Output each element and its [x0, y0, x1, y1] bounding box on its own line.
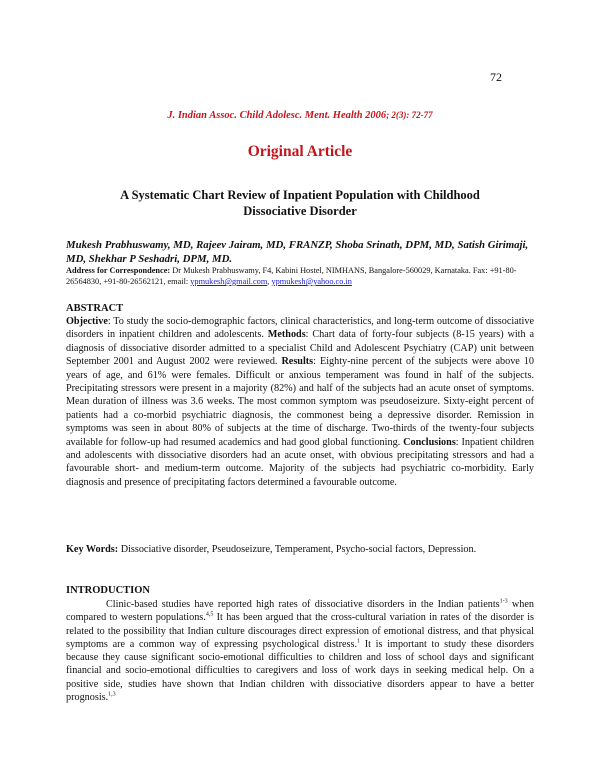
- methods-text: : Chart data of forty-four subjects (8-15 years) with a diagnosis of dissociative disorder admitted to a specialist Child and Adolescent Psychiatry (CAP) unit between September 2001 and August 2002 were reviewed.: [66, 329, 535, 368]
- intro-text-1: Clinic-based studies have reported high rates of dissociative disorders in the Indian patients: [106, 599, 500, 610]
- citation-ref: 1-3: [499, 598, 508, 605]
- keywords-label: Key Words:: [66, 544, 119, 555]
- author-list: Mukesh Prabhuswamy, MD, Rajeev Jairam, MD, FRANZP, Shoba Srinath, DPM, MD, Satish Girimaji, MD, Shekhar P Seshadri, DPM, MD.: [66, 239, 529, 265]
- email-separator: ,: [267, 277, 272, 286]
- journal-citation-volume: ; 2(3): 72-77: [386, 110, 433, 120]
- citation-ref: 1: [357, 638, 361, 645]
- results-text: : Eighty-nine percent of the subjects were above 10 years of age, and 61% were females. Difficult or anxious temperament was found in half of the subjects. Precipitating stressors were present in a majority (82%) and half of the subjects had an acute onset of symptoms. Mean duration of illness was 3.6 weeks. The most common symptom was pseudoseizure. Sixty-eight percent of patients had a co-morbid psychiatric diagnosis, the commonest being a depressive disorder. Remission in symptoms was seen in about 80% of subjects at the time of discharge. Two-thirds of the twenty-four subjects available for follow-up had resumed academics and had good global functioning.: [66, 356, 534, 448]
- email-link-yahoo[interactable]: ypmukesh@yahoo.co.in: [271, 277, 352, 286]
- intro-text-3: It has been argued that the cross-cultural variation in rates of the disorder is related to the possibility that Indian culture discourages direct expression of emotional distress, and that physical symptoms are a common way of expressing psychological distress.: [66, 612, 534, 650]
- methods-label: Methods: [267, 329, 306, 341]
- page-number: 72: [490, 70, 502, 84]
- introduction-paragraph: [66, 598, 534, 704]
- intro-text-4: It is important to study these disorders because they cause significant socio-emotional difficulties to children and loss of school days and significant financial and socio-emotional difficulties to caregivers and loss of work days in seeking medical help. On a positive side, studies have shown that Indian children with dissociative disorders appear to have a better prognosis.: [66, 638, 534, 704]
- correspondence-label: Address for Correspondence:: [66, 266, 171, 275]
- correspondence-address: [66, 265, 540, 287]
- abstract-heading: ABSTRACT: [66, 303, 124, 314]
- results-label: Results: [281, 356, 314, 368]
- introduction-heading: INTRODUCTION: [66, 585, 151, 596]
- keywords-text: Dissociative disorder, Pseudoseizure, Temperament, Psycho-social factors, Depression.: [118, 544, 477, 555]
- journal-citation-main: J. Indian Assoc. Child Adolesc. Ment. Health 2006: [167, 110, 387, 121]
- conclusions-text: : Inpatient children and adolescents with dissociative disorders had an acute onset, with obvious precipitating stressors and had a favourable short- and medium-term outcome. Majority of the subjects had psychiatric co-morbidity. Early diagnosis and presence of precipitating factors determined a favourable outcome.: [66, 436, 534, 488]
- abstract-body: [66, 315, 534, 489]
- intro-text-2: when compared to western populations.: [66, 599, 534, 624]
- objective-label: Objective: [66, 316, 108, 327]
- article-title: A Systematic Chart Review of Inpatient Population with Childhood Dissociative Disorder: [120, 188, 480, 218]
- keywords: [66, 543, 534, 556]
- citation-ref: 4,5: [205, 611, 214, 618]
- journal-citation: [0, 110, 600, 121]
- email-link-gmail[interactable]: ypmukesh@gmail.com: [190, 277, 268, 286]
- article-type: Original Article: [247, 143, 353, 160]
- correspondence-text: Dr Mukesh Prabhuswamy, F4, Kabini Hostel, NIMHANS, Bangalore-560029, Karnataka. Fax: +91-80-26564830, +91-80-26562121, email:: [66, 266, 517, 286]
- conclusions-label: Conclusions: [403, 436, 456, 448]
- citation-ref: 1,3: [108, 691, 116, 698]
- objective-text: : To study the socio-demographic factors, clinical characteristics, and long-term outcome of dissociative disorders in inpatient children and adolescents.: [66, 316, 534, 341]
